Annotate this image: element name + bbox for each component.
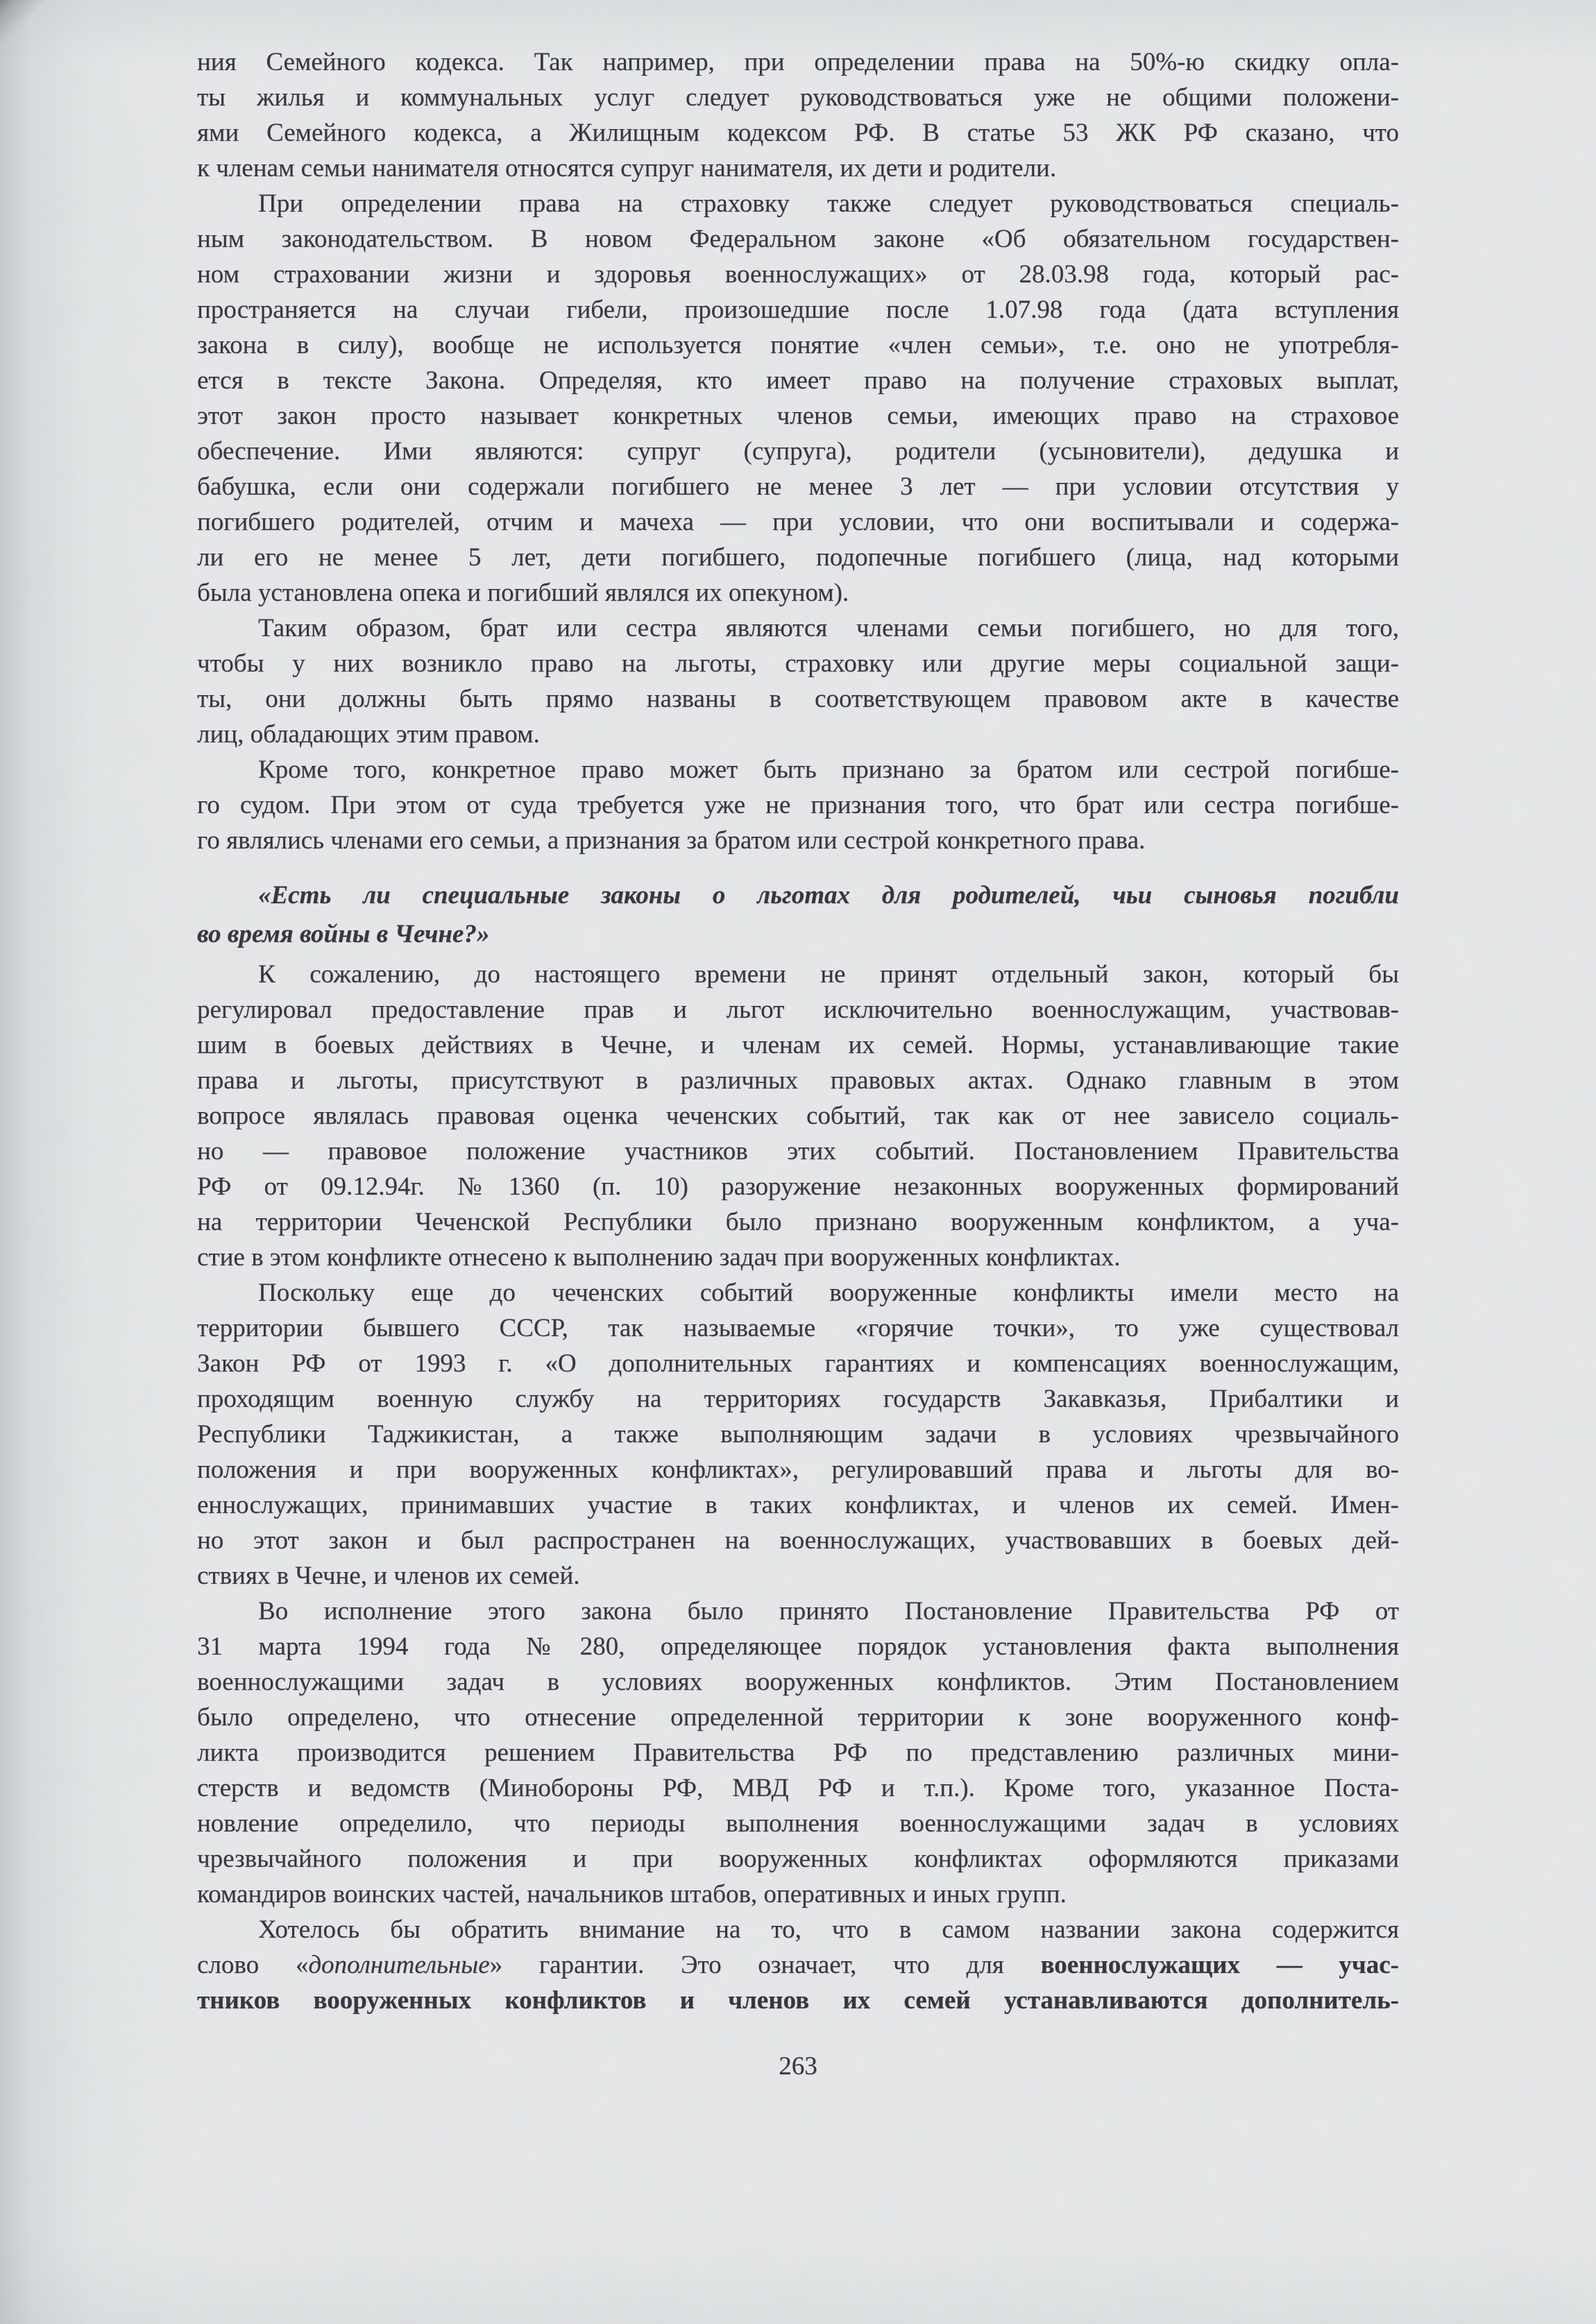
text-segment: слово « (197, 1951, 309, 1979)
paragraphs (197, 44, 1399, 2018)
text-line: го являлись членами его семьи, а признания за братом или сестрой конкретного права. (197, 826, 1146, 855)
text-line: Закон РФ от 1993 г. «О дополнительных гарантиях и компенсациях военнослужащим, (197, 1349, 1399, 1378)
text-line: к членам семьи нанимателя относятся супруг нанимателя, их дети и родители. (197, 154, 1057, 182)
text-line: Республики Таджикистан, а также выполняющим задачи в условиях чрезвычайного (197, 1420, 1399, 1449)
text-line: территории бывшего СССР, так называемые «горячие точки», то уже существовал (197, 1314, 1399, 1342)
text-segment: дополнительные (308, 1951, 490, 1979)
text-line: РФ от 09.12.94г. №1360 (п. 10) разоружение незаконных вооруженных формирований (197, 1172, 1399, 1201)
paragraph (197, 186, 1399, 610)
text-line: было определено, что отнесение определенной территории к зоне вооруженного конф- (197, 1703, 1399, 1732)
text-line: Таким образом, брат или сестра являются членами семьи погибшего, но для того, (258, 614, 1399, 642)
text-segment: военнослужащих — учас- (1040, 1951, 1399, 1979)
text-line: ликта производится решением Правительства РФ по представлению различных мини- (197, 1738, 1399, 1767)
paragraph (197, 1275, 1399, 1594)
text-line: ется в тексте Закона. Определяя, кто имеет право на получение страховых выплат, (197, 366, 1399, 395)
paragraph (197, 610, 1399, 752)
text-line: ном страховании жизни и здоровья военнослужащих» от 28.03.98 года, который рас- (197, 260, 1399, 289)
text-line: но — правовое положение участников этих событий. Постановлением Правительства (197, 1137, 1399, 1165)
page-number: 263 (779, 2052, 817, 2081)
text-line: Во исполнение этого закона было принято Постановление Правительства РФ от (258, 1597, 1399, 1625)
text-line: проходящим военную службу на территориях государств Закавказья, Прибалтики и (197, 1385, 1399, 1413)
text-segment: » гарантии. Это означает, что для (489, 1951, 1041, 1979)
text-line: на территории Чеченской Республики было признано вооруженным конфликтом, а уча- (197, 1208, 1399, 1236)
question-heading (197, 876, 1399, 954)
text-line: бабушка, если они содержали погибшего не менее 3 лет — при условии отсутствия у (197, 472, 1399, 501)
text-line: шим в боевых действиях в Чечне, и членам их семей. Нормы, устанавливающие такие (197, 1031, 1399, 1059)
text-line: права и льготы, присутствуют в различных правовых актах. Однако главным в этом (197, 1066, 1399, 1095)
paragraph (197, 957, 1399, 1275)
text-segment: тников вооруженных конфликтов и членов их семей устанавливаются дополнитель- (197, 1986, 1399, 2015)
text-line: военнослужащими задач в условиях вооруженных конфликтов. Этим Постановлением (197, 1668, 1399, 1696)
text-line: го судом. При этом от суда требуется уже не признания того, что брат или сестра погибше- (197, 791, 1399, 819)
text-line: закона в силу), вообще не используется понятие «член семьи», т.е. оно не употребля- (197, 331, 1399, 359)
text-line: регулировал предоставление прав и льгот исключительно военнослужащим, участвовав- (197, 996, 1399, 1024)
text-line (197, 1983, 1399, 2018)
text-line: К сожалению, до настоящего времени не принят отдельный закон, который бы (258, 960, 1399, 989)
text-line: «Есть ли специальные законы о льготах для родителей, чьи сыновья погибли (258, 881, 1399, 909)
text-line: во время войны в Чечне?» (197, 920, 490, 948)
text-line: лиц, обладающих этим правом. (197, 720, 540, 749)
text-line: Поскольку еще до чеченских событий вооруженные конфликты имели место на (258, 1279, 1399, 1307)
text-line: стерств и ведомств (Минобороны РФ, МВД РФ и т.п.). Кроме того, указанное Поста- (197, 1774, 1399, 1802)
text-line: новление определило, что периоды выполнения военнослужащими задач в условиях (197, 1809, 1399, 1838)
text-line: еннослужащих, принимавших участие в таких конфликтах, и членов их семей. Имен- (197, 1491, 1399, 1519)
paragraph (197, 1912, 1399, 2018)
text-line: стие в этом конфликте отнесено к выполнению задач при вооруженных конфликтах. (197, 1243, 1121, 1272)
text-line: ты, они должны быть прямо названы в соответствующем правовом акте в качестве (197, 685, 1399, 713)
page-body (197, 44, 1399, 2084)
text-line: погибшего родителей, отчим и мачеха — при условии, что они воспитывали и содержа- (197, 508, 1399, 536)
text-line: была установлена опека и погибший являлся их опекуном). (197, 579, 849, 607)
text-line: 31 марта 1994 года №280, определяющее порядок установления факта выполнения (197, 1632, 1399, 1661)
text-line: вопросе являлась правовая оценка чеченских событий, так как от нее зависело социаль- (197, 1102, 1399, 1130)
text-line: ным законодательством. В новом Федеральном законе «Об обязательном государствен- (197, 225, 1399, 253)
text-line: ты жилья и коммунальных услуг следует руководствоваться уже не общими положени- (197, 83, 1399, 112)
text-line: этот закон просто называет конкретных членов семьи, имеющих право на страховое (197, 402, 1399, 430)
text-line: чрезвычайного положения и при вооруженных конфликтах оформляются приказами (197, 1845, 1399, 1873)
text-line: Кроме того, конкретное право может быть признано за братом или сестрой погибше- (258, 755, 1399, 784)
text-line: ния Семейного кодекса. Так например, при определении права на 50%-ю скидку опла- (197, 48, 1399, 76)
paragraph (197, 752, 1399, 858)
text-line: ли его не менее 5 лет, дети погибшего, подопечные погибшего (лица, над которыми (197, 543, 1399, 572)
text-line: Хотелось бы обратить внимание на то, что в самом названии закона содержится (258, 1915, 1399, 1944)
text-line: ствиях в Чечне, и членов их семей. (197, 1562, 580, 1590)
text-line (197, 1947, 1399, 1983)
text-line: чтобы у них возникло право на льготы, страховку или другие меры социальной защи- (197, 649, 1399, 678)
paragraph (197, 1594, 1399, 1912)
text-line: но этот закон и был распространен на военнослужащих, участвовавших в боевых дей- (197, 1526, 1399, 1555)
paragraph (197, 44, 1399, 186)
text-line: ями Семейного кодекса, а Жилищным кодексом РФ. В статье 53 ЖК РФ сказано, что (197, 119, 1399, 147)
text-line: положения и при вооруженных конфликтах», регулировавший права и льготы для во- (197, 1455, 1399, 1484)
text-line: командиров воинских частей, начальников штабов, оперативных и иных групп. (197, 1880, 1067, 1908)
text-line: пространяется на случаи гибели, произошедшие после 1.07.98 года (дата вступления (197, 296, 1399, 324)
text-line: обеспечение. Ими являются: супруг (супруга), родители (усыновители), дедушка и (197, 437, 1399, 465)
text-line: При определении права на страховку также следует руководствоваться специаль- (258, 189, 1399, 218)
